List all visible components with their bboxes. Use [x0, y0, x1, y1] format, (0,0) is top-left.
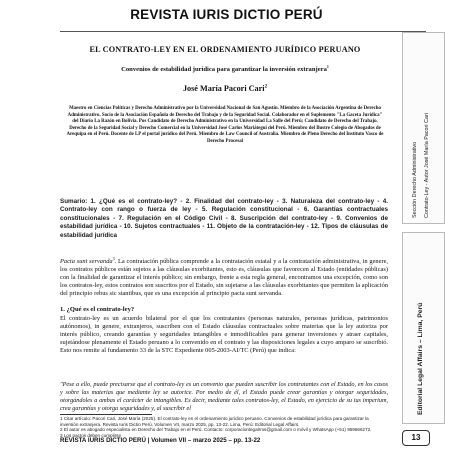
page-footer: REVISTA IURIS DICTIO PERÚ | Volumen VII – marzo 2025 – pp. 13-22 [60, 437, 261, 444]
footnote-3: 3 Los pactos deben cumplirse [60, 432, 122, 438]
article-subtitle [60, 64, 390, 73]
page-number: 13 [402, 430, 430, 446]
author-name [60, 84, 390, 93]
footnotes [60, 416, 388, 438]
sidebar-article-label: Contrato-Ley - Autor José María Pacori Cari [424, 113, 430, 218]
intro-paragraph [60, 255, 388, 298]
summary: Sumario: 1. ¿Qué es el contrato-ley? - 2. Finalidad del contrato-ley - 3. Naturaleza del contrato-ley - 4. Contrato-ley con rango o fuerza de ley - 5. Regulación constitucional - 6. Garantías contractuales constitucionales - 7. Regulación en el Código Civil - 8. Suscripción del contrato-ley - 9. Convenios de estabilidad jurídica - 10. Sujetos contractuales - 11. Objeto de la contratación-ley - 12. Tipos de cláusulas de estabilidad jurídica [60, 198, 388, 239]
header-rule [60, 31, 426, 32]
article-title: EL CONTRATO-LEY EN EL ORDENAMIENTO JURÍDICO PERUANO [89, 45, 361, 54]
footnote-rule [60, 414, 152, 415]
intro-footnote-ref[interactable]: 3 [112, 256, 115, 261]
author-bio: Maestro en Ciencias Políticas y Derecho Administrativo por la Universidad Nacional de San Agustín. Miembro de la Asociación Argentina de Derecho Administrativo. Socio de la Asociación Española de Derecho del Trabajo y de la Seguridad Social. Colaborador en el Suplemento "La Gaceta Jurídica" del Diario La Razón en Bolivia. Pos Candidato de Derecho Administrativo en la Universidad La Salle del Perú; Candidato de Derecho del Trabajo. Derecho de la Seguridad Social y Derecho Comercial en la Universidad José Carlos Mariátegui del Perú. Miembro del Ilustre Colegio de Abogados de Arequipa en el Perú. Docente de LP el portal jurídico del Perú. Miembro de Law Council of Australia. Miembro de Pleno Derecho del Instituto Vasco de Derecho Procesal [66, 106, 384, 144]
footnote-2: 2 El autor es abogado especialista en Derecho del Trabajo en el Perú. Contacto: corporacionlegalrms@gmail.com o móvil y WhatsApp (+51) 959666272. [60, 427, 372, 432]
journal-title: REVISTA IURIS DICTIO PERÚ [130, 7, 323, 22]
sidebar-publisher-label: Editorial Legal Affairs – Lima, Perú [417, 302, 424, 415]
author-text: José María Pacori Cari [182, 84, 265, 93]
intro-lead: Pacta sunt servanda [60, 258, 113, 266]
author-footnote-ref[interactable]: 2 [264, 84, 268, 90]
section-heading: 1. ¿Qué es el contrato-ley? [60, 306, 135, 313]
intro-text: . La contratación pública comprende a la contratación estatal y a la contratación administrativa, in genere, los contratos públicos están sujetos a las cláusulas exorbitantes, esto es, cláusulas que favorecen al Estado (entidades públicas) con la finalidad de garantizar el interés público; sin embargo, frente a esta regla general, encontramos una excepción, como son los contratos-ley, estos contratos son suscritos por el Estado, sin sujetarse a las cláusulas exorbitantes que permiten la aplicación del principio rebus sic stantibus, que es una excepción al principio pacta sunt servanda. [60, 258, 389, 297]
section-paragraph: El contrato-ley es un acuerdo bilateral por el que los contratantes (personas naturales, personas jurídicas, patrimonios autónomos), in genere, extranjeros, suscriben con el Estado cláusulas contractuales sobre materias que la ley autoriza por interés público, creando garantías y seguridades intangibles e inmodificables para generar inversiones y atraer capitales, sujetándose plenamente el Estado peruano a lo convenido en el contrato y las disposiciones legales a cuyo amparo se suscribió. Esto nos remite al fundamento 33 de la STC Expediente 005-2003-AI/TC (Perú) que indica: [60, 315, 388, 354]
sidebar-section-label: Sección Derecho Administrativo [412, 141, 418, 218]
subtitle-text: Convenios de estabilidad jurídica para garantizar la inversión extranjera [121, 66, 327, 74]
block-quote: "Pese a ello, puede precisarse que el contrato-ley es un convenio que pueden suscribir los contratantes con el Estado, en los casos y sobre las materias que mediante ley se autorice. Por medio de él, el Estado puede crear garantías y otorgar seguridades, otorgándoles a ambas el carácter de intangibles. Es decir, mediante tales contratos-ley, el Estado, en ejercicio de su ius imperium, crea garantías y otorga seguridades y, al suscribir el [60, 381, 388, 412]
footnote-1: 1 Citar artículo: Pacori Cari, José María (2025). El contrato-ley en el ordenamiento jurídico peruano. Convenios de estabilidad jurídica para garantizar la inversión extranjera. Revista Iuris Dictio Perú, Volumen VII, marzo 2025, pp. 13-22. Lima, Perú: Editorial Legal Affairs. [60, 416, 369, 427]
subtitle-footnote-ref[interactable]: 1 [326, 64, 329, 69]
